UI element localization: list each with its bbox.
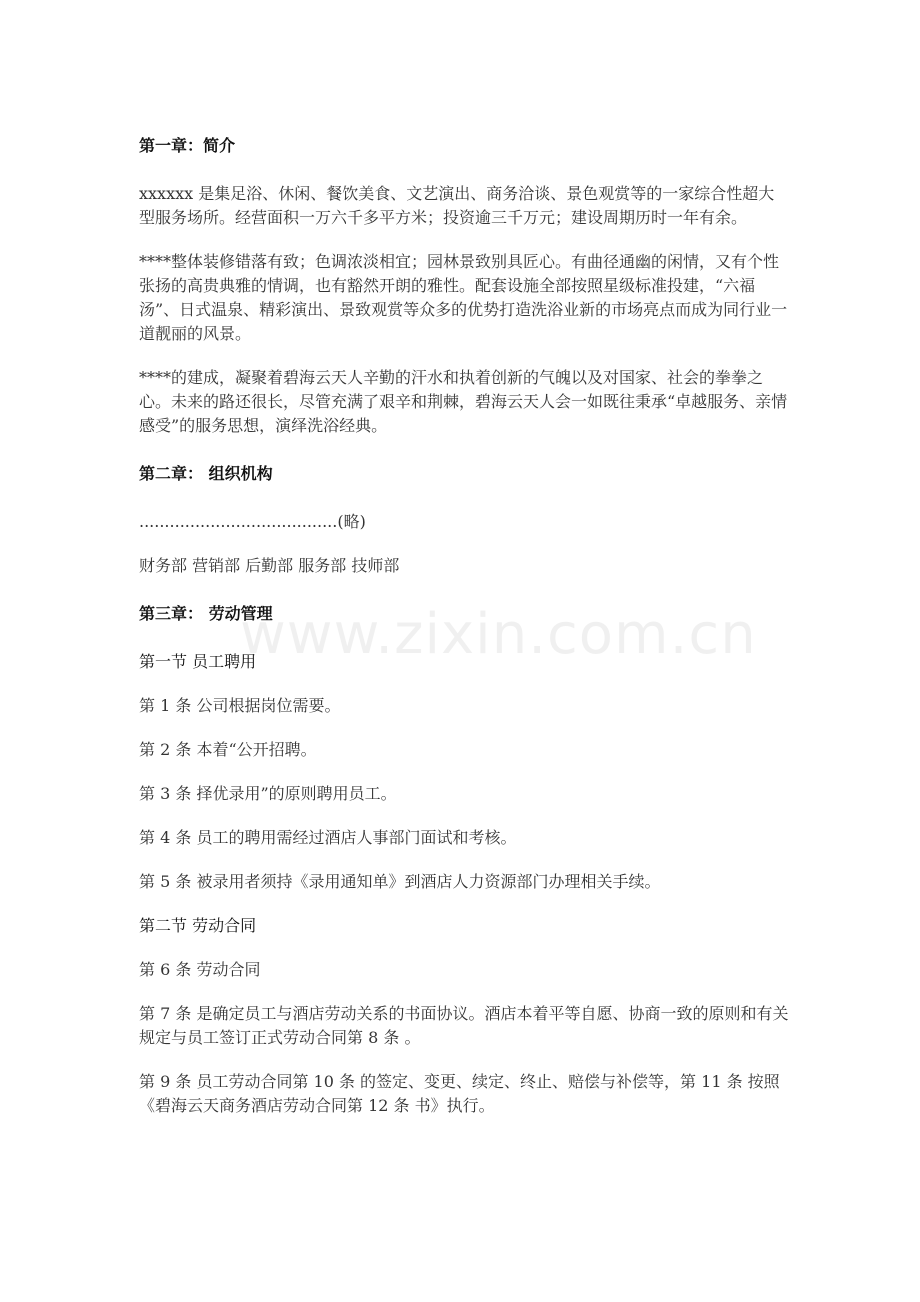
article-6: 第 6 条 劳动合同 <box>139 960 261 979</box>
section-2-title: 第二节 劳动合同 <box>139 916 257 935</box>
article-5: 第 5 条 被录用者须持《录用通知单》到酒店人力资源部门办理相关手续。 <box>139 872 661 891</box>
article-4: 第 4 条 员工的聘用需经过酒店人事部门面试和考核。 <box>139 828 517 847</box>
chapter-1-paragraph-2: ****整体装修错落有致；色调浓淡相宜；园林景致别具匠心。有曲径通幽的闲情，又有个性张扬的高贵典雅的情调，也有豁然开朗的雅性。配套设施全部按照星级标准投建，“六福汤”、日式温泉、精彩演出、景致观赏等众多的优势打造洗浴业新的市场亮点而成为同行业一道靓丽的风景。 <box>139 252 788 343</box>
chapter-2-title: 第二章： 组织机构 <box>139 464 273 483</box>
article-2: 第 2 条 本着“公开招聘。 <box>139 740 317 759</box>
organization-omitted: .......................................(略) <box>139 512 366 531</box>
department-list: 财务部 营销部 后勤部 服务部 技师部 <box>139 556 400 575</box>
chapter-1-paragraph-1: xxxxxx 是集足浴、休闲、餐饮美食、文艺演出、商务洽谈、景色观赏等的一家综合性超大型服务场所。经营面积一万六千多平方米；投资逾三千万元；建设周期历时一年有余。 <box>139 184 775 227</box>
chapter-1-paragraph-3: ****的建成，凝聚着碧海云天人辛勤的汗水和执着创新的气魄以及对国家、社会的拳拳之心。未来的路还很长，尽管充满了艰辛和荆棘，碧海云天人会一如既往秉承“卓越服务、亲情感受”的服务思想，演绎洗浴经典。 <box>139 368 788 435</box>
article-3: 第 3 条 择优录用”的原则聘用员工。 <box>139 784 397 803</box>
document-body <box>139 130 789 1138</box>
chapter-3-title: 第三章： 劳动管理 <box>139 604 273 623</box>
article-1: 第 1 条 公司根据岗位需要。 <box>139 696 341 715</box>
chapter-1-title: 第一章：简介 <box>139 136 236 155</box>
section-1-title: 第一节 员工聘用 <box>139 652 257 671</box>
article-7: 第 7 条 是确定员工与酒店劳动关系的书面协议。酒店本着平等自愿、协商一致的原则和有关规定与员工签订正式劳动合同第 8 条 。 <box>139 1004 789 1047</box>
article-9: 第 9 条 员工劳动合同第 10 条 的签定、变更、续定、终止、赔偿与补偿等，第 11 条 按照《碧海云天商务酒店劳动合同第 12 条 书》执行。 <box>139 1072 780 1115</box>
watermark: www.zixin.com.cn <box>240 602 757 667</box>
